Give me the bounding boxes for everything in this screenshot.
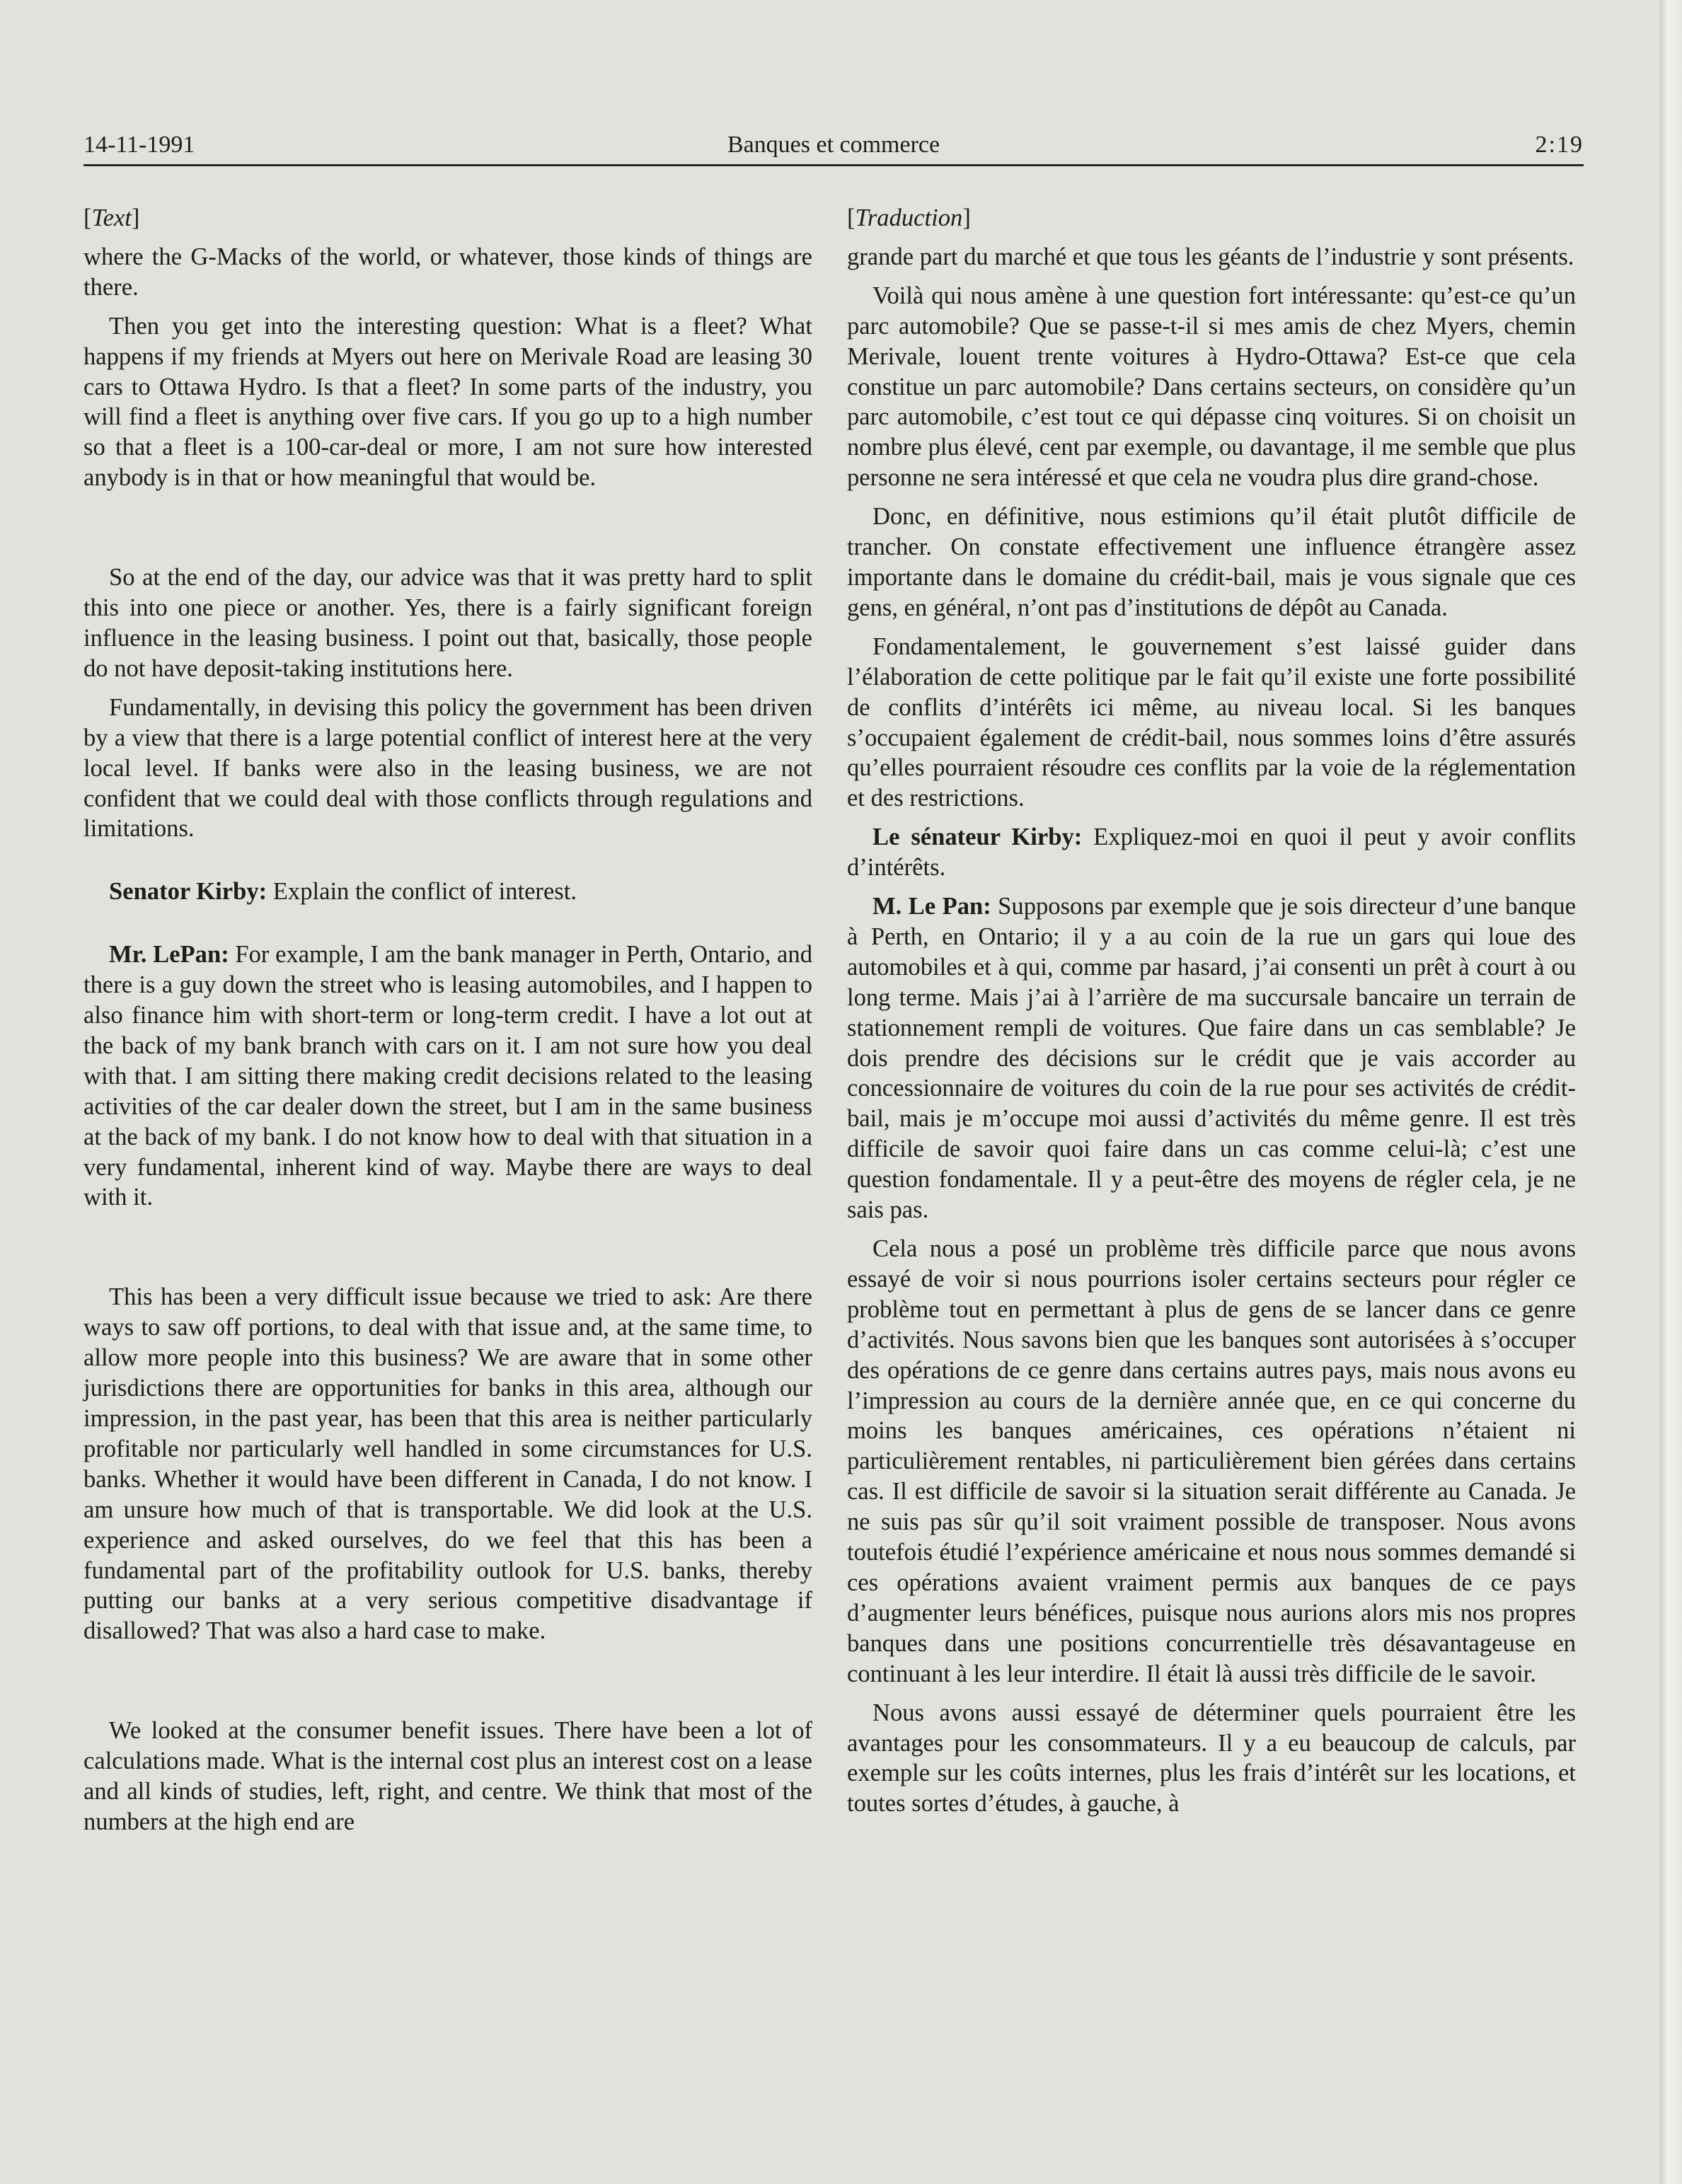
paragraph: So at the end of the day, our advice was that it was pretty hard to split this into one piece or another. Yes, there is a fairly significant foreign influence in the leasing business. I point out that, basically, those people do not have deposit-taking institutions here. — [83, 564, 812, 682]
english-column — [83, 203, 812, 1846]
paragraph: where the G-Macks of the world, or whatever, those kinds of things are there. — [83, 243, 812, 301]
header-date: 14-11-1991 — [83, 132, 195, 158]
paragraph: Voilà qui nous amène à une question fort intéressante: qu’est-ce qu’un parc automobile? Que se passe-t-il si mes amis de chez Myers, chemin Merivale, louent trente voitures à Hydro-Ottawa? Est-ce que cela constitue un parc automobile? Dans certains secteurs, on considère qu’un parc automobile, c’est tout ce qui dépasse cinq voitures. Si on choisit un nombre plus élevé, cent par exemple, ou davantage, il me semble que plus personne ne sera intéressé et que cela ne voudra plus dire grand-chose. — [847, 282, 1576, 492]
paragraph: Fundamentally, in devising this policy the government has been driven by a view that there is a large potential conflict of interest here at the very local level. If banks were also in the leasing business, we are not confident that we could deal with those conflicts through regulations and limitations. — [83, 693, 812, 843]
speaker-name: Mr. LePan: — [109, 941, 229, 969]
speech-kirby — [847, 822, 1576, 883]
speech-text: Expliquez-moi en quoi il peut y avoir conflits d’intérêts. — [847, 824, 1576, 882]
running-header — [83, 129, 1584, 161]
paragraph: Nous avons aussi essayé de déterminer quels pourraient être les avantages pour les consommateurs. Il y a eu beaucoup de calculs, par exemple sur les coûts internes, plus les frais d’intérêt sur les locations, et toutes sortes d’études, à gauche, à — [847, 1699, 1576, 1818]
language-tag: [Traduction] — [847, 204, 971, 231]
speech-text: Supposons par exemple que je sois directeur d’une banque à Perth, en Ontario; il y a au coin de la rue un gars qui loue des automobiles et à qui, comme par hasard, j’ai consenti un prêt à court à ou long terme. Mais j’ai à l’arrière de ma succursale bancaire un terrain de stationnement rempli de voitures. Que faire dans un cas semblable? Je dois prendre des décisions sur le crédit que je vais accorder au concessionnaire de voitures du coin de la rue pour ses activités de crédit-bail, mais je m’occupe moi aussi d’activités du même genre. Il est très difficile de savoir quoi faire dans un cas comme celui-là; c’est une question fondamentale. Il y a peut-être des moyens de régler cela, je ne sais pas. — [847, 893, 1576, 1224]
paragraph: This has been a very difficult issue because we tried to ask: Are there ways to saw off portions, to deal with that issue and, at the same time, to allow more people into this business? We are aware that in some other jurisdictions there are opportunities for banks in this area, although our impression, in the past year, has been that this area is neither particularly profitable nor particularly well handled in some circumstances for U.S. banks. Whether it would have been different in Canada, I do not know. I am unsure how much of that is transportable. We did look at the U.S. experience and asked ourselves, do we feel that this has been a fundamental part of the profitability outlook for U.S. banks, thereby putting our banks at a very serious competitive disadvantage if disallowed? That was also a hard case to make. — [83, 1283, 812, 1645]
speech-text: Explain the conflict of interest. — [267, 878, 577, 906]
speech-lepan — [847, 891, 1576, 1225]
paragraph: Cela nous a posé un problème très difficile parce que nous avons essayé de voir si nous pourrions isoler certains secteurs pour régler ce problème tout en permettant à plus de gens de se lancer dans ce genre d’activités. Nous savons bien que les banques sont autorisées à s’occuper des opérations de ce genre dans certains autres pays, mais nous avons eu l’impression au cours de la dernière année que, en ce qui concerne du moins les banques américaines, ces opérations n’étaient ni particulièrement rentables, ni particulièrement bien gérées dans certains cas. Il est difficile de savoir si la situation serait différente au Canada. Je ne suis pas sûr qu’il soit vraiment possible de transposer. Nous avons toutefois étudié l’expérience américaine et nous nous sommes demandé si ces opérations avaient vraiment permis aux banques de ce pays d’augmenter leurs bénéfices, puisque nous aurions alors mis nos propres banques dans une positions concurrentielle très désavantageuse en continuant à les leur interdire. Il était là aussi très difficile de le savoir. — [847, 1235, 1576, 1687]
paragraph: grande part du marché et que tous les géants de l’industrie y sont présents. — [847, 243, 1574, 270]
page-edge — [1659, 0, 1682, 2184]
french-column — [847, 203, 1576, 1827]
speech-text: For example, I am the bank manager in Perth, Ontario, and there is a guy down the street who is leasing automobiles, and I happen to also finance him with short-term or long-term credit. I have a lot out at the back of my bank branch with cars on it. I am not sure how you deal with that. I am sitting there making credit decisions related to the leasing activities of the car dealer down the street, but I am in the same business at the back of my bank. I do not know how to deal with that situation in a very fundamental, inherent kind of way. Maybe there are ways to deal with it. — [83, 941, 812, 1211]
speech-lepan — [83, 940, 812, 1213]
speaker-name: M. Le Pan: — [872, 893, 991, 920]
paragraph: Fondamentalement, le gouvernement s’est laissé guider dans l’élaboration de cette politique par le fait qu’il existe une forte possibilité de conflits d’intérêts ici même, au niveau local. Si les banques s’occupaient également de crédit-bail, nous sommes loins d’être assurés qu’elles pourraient résoudre ces conflits par la voie de la réglementation et des restrictions. — [847, 632, 1576, 812]
header-rule — [83, 164, 1584, 166]
paragraph: We looked at the consumer benefit issues. There have been a lot of calculations made. What is the internal cost plus an interest cost on a lease and all kinds of studies, left, right, and centre. We think that most of the numbers at the high end are — [83, 1717, 812, 1835]
paragraph: Then you get into the interesting question: What is a fleet? What happens if my friends at Myers out here on Merivale Road are leasing 30 cars to Ottawa Hydro. Is that a fleet? In some parts of the industry, you will find a fleet is anything over five cars. If you go up to a high number so that a fleet is a 100-car-deal or more, I am not sure how interested anybody is in that or how meaningful that would be. — [83, 312, 812, 492]
header-page-number: 2:19 — [1535, 132, 1584, 158]
header-title: Banques et commerce — [727, 132, 940, 158]
speech-kirby — [83, 877, 812, 907]
speaker-name: Le sénateur Kirby: — [872, 824, 1083, 851]
speaker-name: Senator Kirby: — [109, 878, 267, 906]
paragraph: Donc, en définitive, nous estimions qu’il était plutôt difficile de trancher. On constate effectivement une influence étrangère assez importante dans le domaine du crédit-bail, mais je vous signale que ces gens, en général, n’ont pas d’institutions de dépôt au Canada. — [847, 503, 1576, 621]
language-tag: [Text] — [83, 204, 140, 231]
